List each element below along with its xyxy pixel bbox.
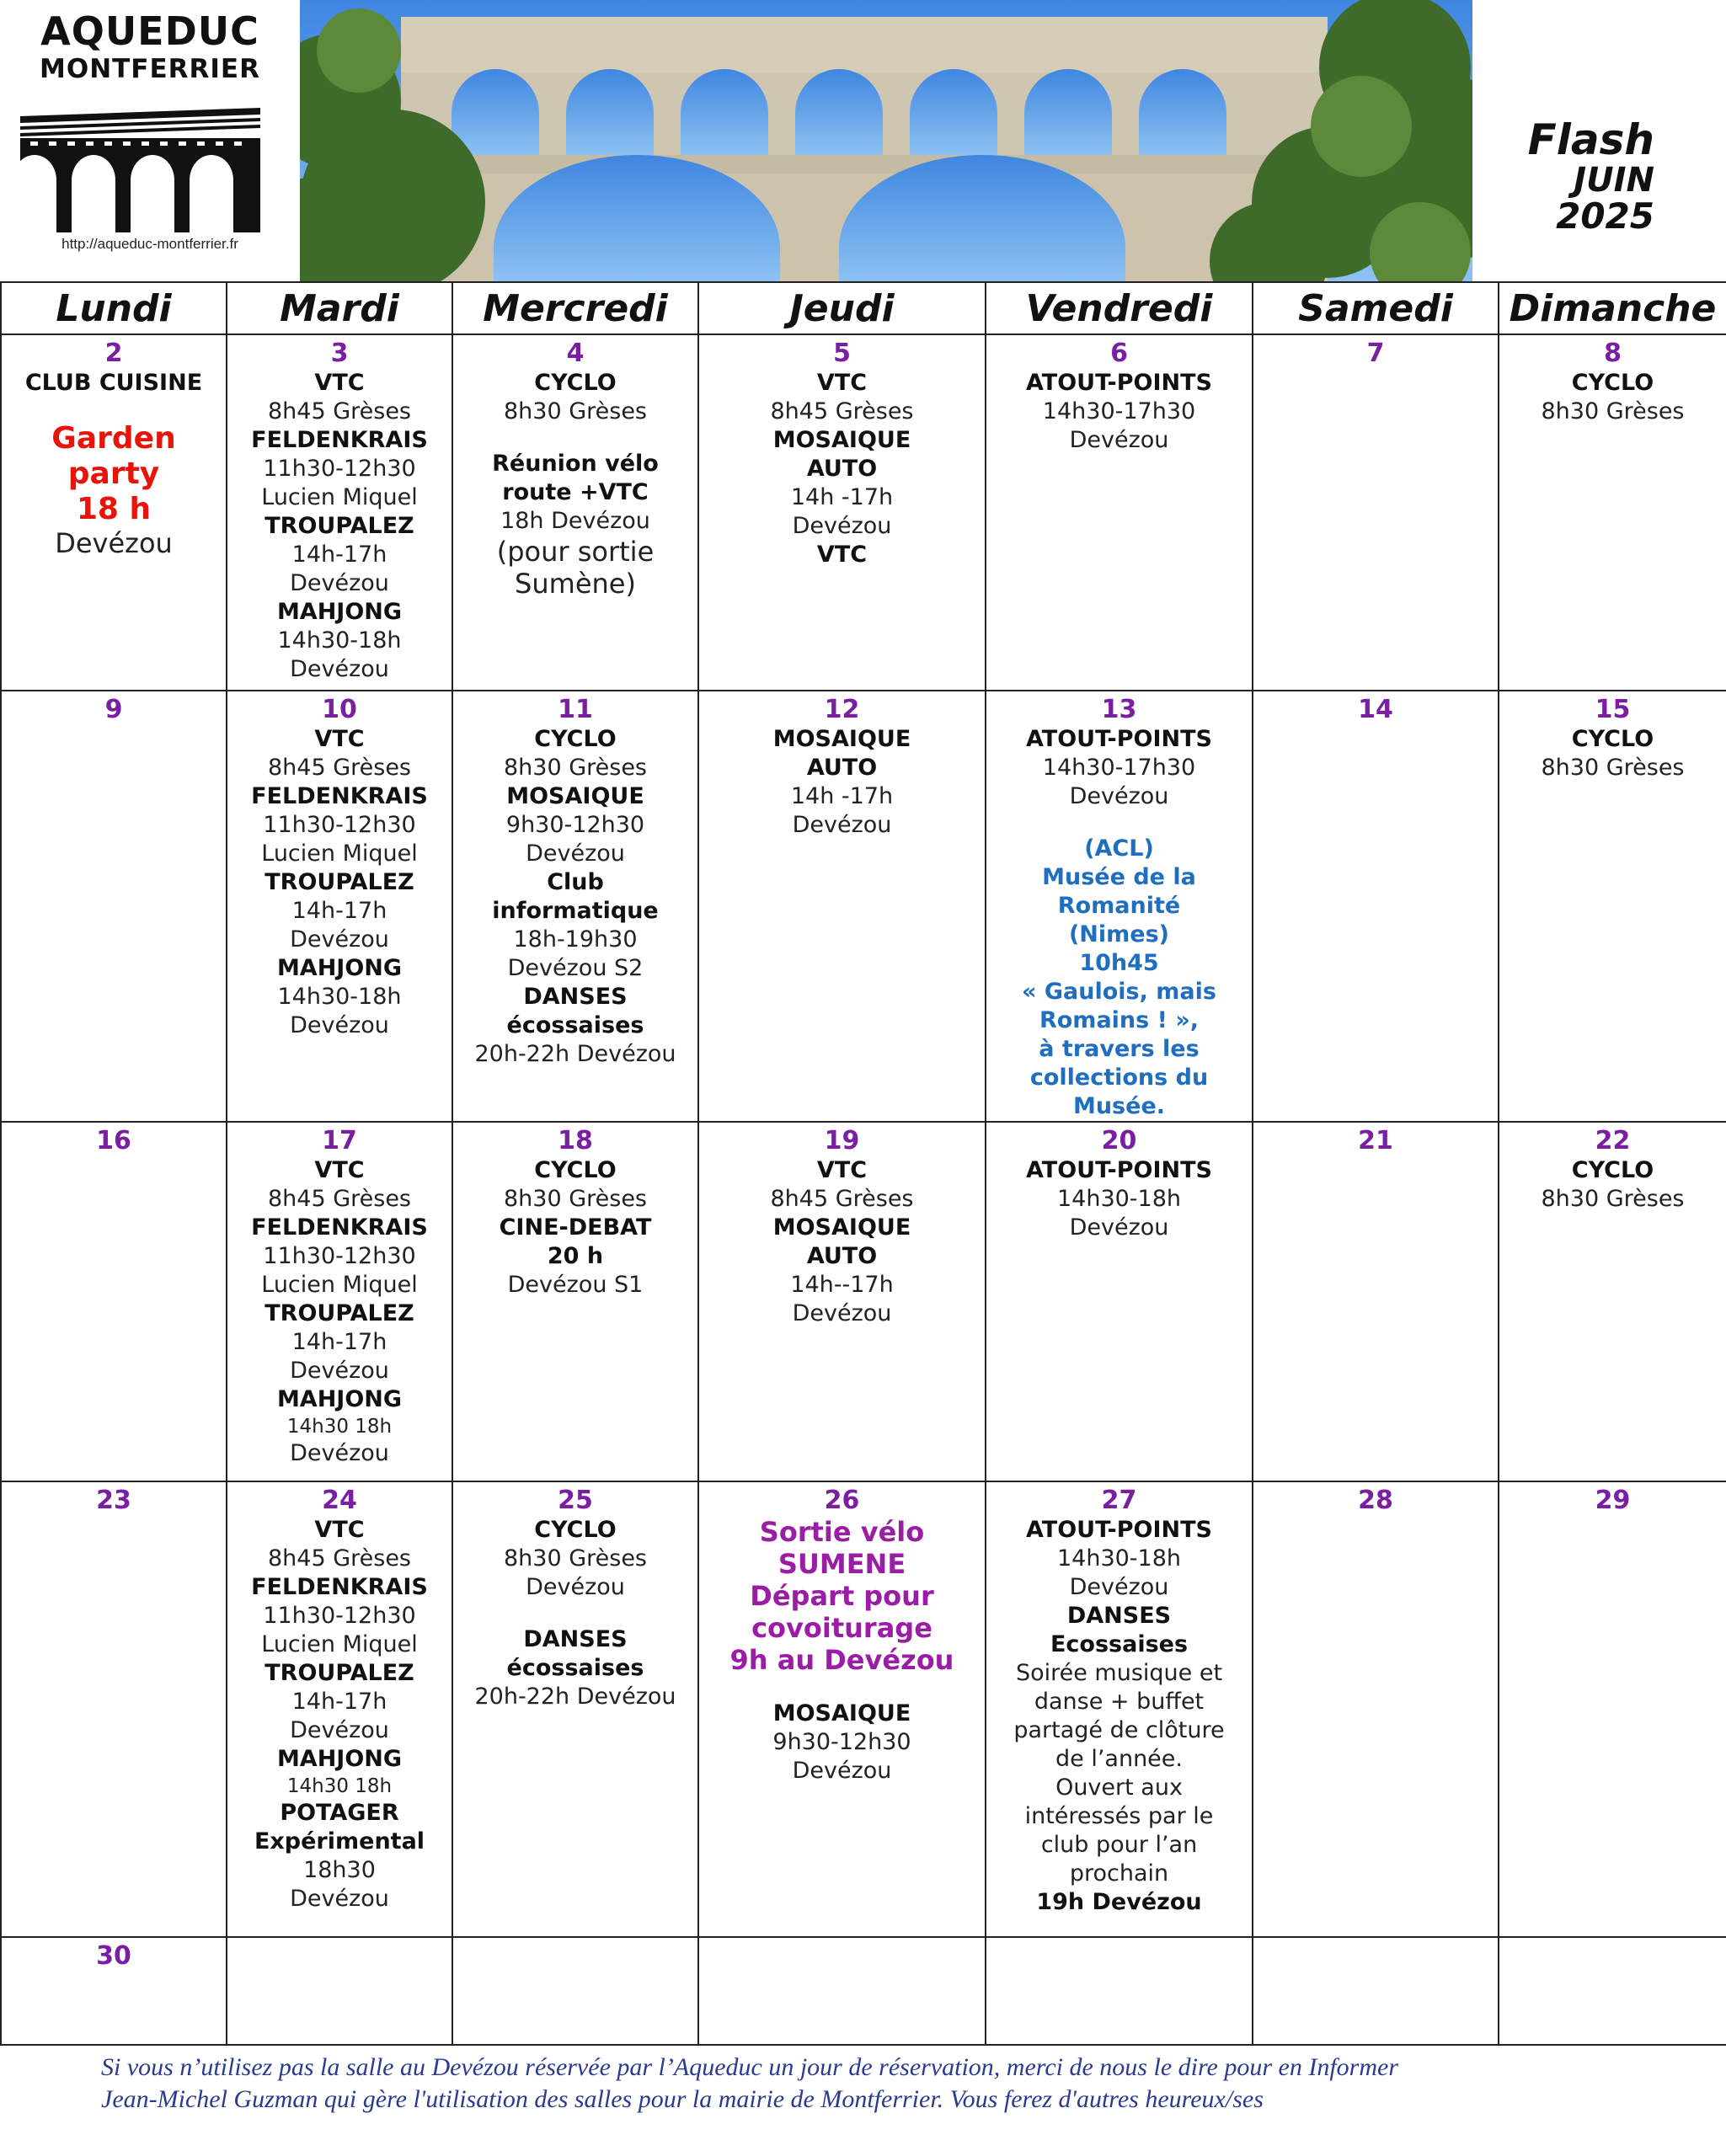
day-number: 11 (558, 695, 593, 724)
event-outing: 10h45 (1079, 950, 1159, 976)
day-number: 3 (330, 339, 349, 368)
logo-url: http://aqueduc-montferrier.fr (61, 236, 238, 252)
event-title: FELDENKRAIS (251, 783, 428, 809)
day-number: 8 (1604, 339, 1622, 368)
event-detail: Devézou (792, 812, 892, 838)
day-number: 18 (558, 1126, 593, 1155)
week-row (1, 691, 1726, 1122)
aqueduct-photo (300, 0, 1472, 281)
event-title: AUTO (806, 1243, 878, 1269)
day-cell (986, 1481, 1253, 1937)
event-title: TROUPALEZ (265, 1660, 414, 1686)
event-detail: Devézou (1069, 783, 1169, 809)
event-title: VTC (314, 370, 365, 396)
day-number: 20 (1101, 1126, 1137, 1155)
event-detail: 14h30-18h (1056, 1186, 1182, 1212)
week-row (1, 334, 1726, 691)
event-detail: partagé de clôture (1013, 1717, 1225, 1743)
day-cell (698, 1481, 986, 1937)
event-highlight: SUMENE (778, 1548, 906, 1580)
day-cell (227, 1937, 452, 2045)
event-outing: Musée. (1072, 1093, 1166, 1119)
day-cell (1499, 691, 1726, 1122)
event-detail: Devézou S1 (507, 1272, 644, 1298)
logo-title: AQUEDUC (40, 8, 259, 54)
event-title: Réunion vélo (492, 451, 659, 477)
event-detail: Devézou (290, 1012, 389, 1038)
event-title: informatique (492, 898, 659, 924)
day-number: 12 (824, 695, 860, 724)
event-detail: Devézou (290, 1440, 389, 1466)
event-detail: 8h30 Grèses (1541, 755, 1685, 781)
day-number: 21 (1358, 1126, 1393, 1155)
event-title: DANSES (523, 984, 628, 1010)
weekday-header: Jeudi (698, 282, 986, 334)
event-title: MOSAIQUE (772, 1214, 911, 1241)
event-title: CYCLO (1571, 726, 1654, 752)
event-title: DANSES (523, 1626, 628, 1652)
event-title: CYCLO (534, 726, 617, 752)
footer-line: Jean-Michel Guzman qui gère l'utilisation des salles pour la mairie de Montferrier. Vous ferez d'autres heureux/ses (101, 2085, 1264, 2113)
event-title: MOSAIQUE (772, 427, 911, 453)
event-detail: Lucien Miquel (261, 1631, 418, 1657)
event-outing: (ACL) (1084, 835, 1154, 862)
event-detail: Lucien Miquel (261, 1272, 418, 1298)
event-detail: 14h-17h (291, 542, 387, 568)
event-detail: 8h45 Grèses (770, 1186, 914, 1212)
event-detail: 8h30 Grèses (1541, 1186, 1685, 1212)
event-title: ATOUT-POINTS (1026, 1157, 1212, 1183)
day-number: 17 (322, 1126, 357, 1155)
day-cell (1499, 1122, 1726, 1481)
day-cell (1499, 1481, 1726, 1937)
event-detail: 11h30-12h30 (263, 812, 416, 838)
event-detail: 8h45 Grèses (267, 1545, 411, 1572)
event-detail: 14h30 18h (286, 1775, 393, 1797)
event-title: TROUPALEZ (265, 869, 414, 895)
event-detail: Devézou (290, 1886, 389, 1912)
day-number: 30 (96, 1941, 131, 1971)
event-detail: 8h45 Grèses (267, 398, 411, 424)
day-cell (986, 1122, 1253, 1481)
event-outing: collections du (1029, 1065, 1209, 1091)
logo (0, 0, 300, 281)
day-number: 5 (833, 339, 851, 368)
event-title: FELDENKRAIS (251, 427, 428, 453)
week-row (1, 1937, 1726, 2045)
event-detail: 18h-19h30 (513, 926, 638, 953)
flash-year: 2025 (1556, 195, 1654, 237)
event-detail: 18h30 (303, 1857, 376, 1883)
week-row (1, 1122, 1726, 1481)
day-number: 26 (824, 1486, 860, 1515)
day-cell (698, 1937, 986, 2045)
event-title: MOSAIQUE (772, 1700, 911, 1726)
event-outing: Romanité (1057, 893, 1181, 919)
day-number: 9 (104, 695, 123, 724)
event-detail: Devézou (290, 926, 389, 953)
event-detail: 20h-22h Devézou (474, 1041, 676, 1067)
event-title: AUTO (806, 755, 878, 781)
event-title: POTAGER (280, 1800, 399, 1826)
event-detail: Devézou (1069, 1214, 1169, 1241)
event-detail: Sumène) (515, 568, 636, 600)
event-title: TROUPALEZ (265, 1300, 414, 1326)
event-title: VTC (314, 726, 365, 752)
day-number: 19 (824, 1126, 860, 1155)
event-detail: 11h30-12h30 (263, 1603, 416, 1629)
event-detail: de l’année. (1055, 1746, 1183, 1772)
event-detail: Devézou (290, 1717, 389, 1743)
day-number: 28 (1358, 1486, 1393, 1515)
event-detail: Devézou (792, 1300, 892, 1326)
weekday-header: Samedi (1253, 282, 1499, 334)
event-highlight: party (67, 456, 160, 491)
event-title: VTC (314, 1157, 365, 1183)
day-number: 25 (558, 1486, 593, 1515)
event-detail: Lucien Miquel (261, 484, 418, 510)
event-outing: Romains ! », (1039, 1007, 1200, 1033)
event-title: Ecossaises (1050, 1631, 1189, 1657)
event-detail: 14h-17h (291, 1689, 387, 1715)
event-title: MOSAIQUE (772, 726, 911, 752)
day-number: 2 (104, 339, 123, 368)
event-outing: (Nimes) (1068, 921, 1170, 947)
event-detail: Devézou (290, 1358, 389, 1384)
event-detail: 11h30-12h30 (263, 1243, 416, 1269)
event-detail: 8h30 Grèses (1541, 398, 1685, 424)
event-detail: 11h30-12h30 (263, 456, 416, 482)
day-number: 16 (96, 1126, 131, 1155)
day-number: 24 (322, 1486, 357, 1515)
event-title: CINE-DEBAT (499, 1214, 652, 1241)
event-title: 19h Devézou (1036, 1889, 1202, 1915)
event-detail: 14h30 18h (286, 1416, 393, 1438)
event-title: VTC (314, 1517, 365, 1543)
calendar-table (0, 281, 1726, 2046)
event-detail: Devézou (290, 656, 389, 682)
event-detail: 8h30 Grèses (503, 398, 647, 424)
day-cell (986, 1937, 1253, 2045)
event-highlight: Départ pour (750, 1580, 934, 1612)
day-cell (1, 334, 227, 691)
day-cell (1499, 1937, 1726, 2045)
event-detail: Ouvert aux (1055, 1774, 1183, 1801)
event-outing: « Gaulois, mais (1022, 979, 1216, 1005)
event-title: TROUPALEZ (265, 513, 414, 539)
event-title: écossaises (506, 1012, 644, 1038)
logo-subtitle: MONTFERRIER (40, 54, 260, 84)
event-detail: Lucien Miquel (261, 841, 418, 867)
event-title: ATOUT-POINTS (1026, 1517, 1212, 1543)
event-title: CYCLO (1571, 1157, 1654, 1183)
event-detail: 8h30 Grèses (503, 755, 647, 781)
day-number: 23 (96, 1486, 131, 1515)
event-detail: 14h -17h (790, 484, 894, 510)
event-title: Club (547, 869, 604, 895)
event-place: Devézou (55, 527, 173, 559)
event-detail: Devézou (526, 841, 625, 867)
event-detail: club pour l’an (1040, 1832, 1198, 1858)
event-title: CYCLO (1571, 370, 1654, 396)
event-title: CYCLO (534, 1157, 617, 1183)
event-title: VTC (816, 370, 868, 396)
day-number: 22 (1595, 1126, 1631, 1155)
day-number: 29 (1595, 1486, 1631, 1515)
footer-line: Si vous n’utilisez pas la salle au Devézou réservée par l’Aqueduc un jour de réservation, merci de nous le dire pour en Informer (101, 2053, 1398, 2081)
event-title: FELDENKRAIS (251, 1574, 428, 1600)
event-detail: 9h30-12h30 (505, 812, 645, 838)
event-detail: 8h30 Grèses (503, 1186, 647, 1212)
day-number: 13 (1101, 695, 1137, 724)
day-cell (1253, 1481, 1499, 1937)
day-cell (227, 1122, 452, 1481)
event-title: MAHJONG (276, 1386, 403, 1412)
event-detail: 14h30-17h30 (1042, 398, 1196, 424)
day-cell (698, 1122, 986, 1481)
event-highlight: Sortie vélo (759, 1516, 925, 1548)
event-title: AUTO (806, 456, 878, 482)
event-title: ATOUT-POINTS (1026, 726, 1212, 752)
event-title: écossaises (506, 1655, 644, 1681)
event-detail: (pour sortie (496, 536, 655, 568)
day-cell (452, 691, 698, 1122)
aqueduct-logo-icon (20, 93, 260, 232)
day-cell (986, 334, 1253, 691)
day-cell (227, 334, 452, 691)
event-outing: Musée de la (1042, 864, 1196, 890)
day-cell (227, 691, 452, 1122)
event-detail: intéressés par le (1024, 1803, 1214, 1829)
event-highlight: covoiturage (751, 1612, 932, 1644)
day-number: 27 (1101, 1486, 1137, 1515)
event-title: ATOUT-POINTS (1026, 370, 1212, 396)
day-number: 7 (1366, 339, 1385, 368)
event-title: VTC (816, 1157, 868, 1183)
event-title: MAHJONG (276, 1746, 403, 1772)
event-title: 20 h (547, 1243, 604, 1269)
event-title: CYCLO (534, 1517, 617, 1543)
event-detail: Devézou (792, 1758, 892, 1784)
event-detail: Devézou (1069, 427, 1169, 453)
event-detail: 20h-22h Devézou (474, 1684, 676, 1710)
day-cell (452, 1481, 698, 1937)
day-cell (1253, 1937, 1499, 2045)
event-detail: danse + buffet (1034, 1689, 1205, 1715)
event-detail: Devézou S2 (507, 955, 644, 981)
event-detail: Soirée musique et (1015, 1660, 1223, 1686)
weekday-header: Mardi (227, 282, 452, 334)
header (0, 0, 1726, 281)
day-number: 15 (1595, 695, 1631, 724)
day-cell (698, 334, 986, 691)
event-title: MAHJONG (276, 955, 403, 981)
day-cell (227, 1481, 452, 1937)
footer-note (101, 2052, 1702, 2116)
event-detail: 14h-17h (291, 1329, 387, 1355)
day-cell (1253, 691, 1499, 1122)
event-detail: 14h30-17h30 (1042, 755, 1196, 781)
day-cell (986, 691, 1253, 1122)
event-detail: 8h45 Grèses (267, 755, 411, 781)
day-number: 10 (322, 695, 357, 724)
flash-month: JUIN (1574, 160, 1654, 200)
day-cell (1, 691, 227, 1122)
event-title: route +VTC (502, 479, 649, 505)
week-row (1, 1481, 1726, 1937)
weekday-header: Lundi (1, 282, 227, 334)
weekday-header: Dimanche (1499, 282, 1726, 334)
event-title: Expérimental (254, 1828, 425, 1854)
day-cell (452, 334, 698, 691)
day-cell (452, 1122, 698, 1481)
event-title: CLUB CUISINE (24, 370, 203, 396)
event-title: VTC (816, 542, 868, 568)
event-title: DANSES (1066, 1603, 1172, 1629)
weekday-header: Mercredi (452, 282, 698, 334)
event-title: CYCLO (534, 370, 617, 396)
event-detail: 14h30-18h (277, 627, 402, 654)
day-cell (452, 1937, 698, 2045)
event-detail: 14h30-18h (277, 984, 402, 1010)
event-detail: Devézou (1069, 1574, 1169, 1600)
day-number: 14 (1358, 695, 1393, 724)
event-detail: Devézou (526, 1574, 625, 1600)
event-detail: Devézou (290, 570, 389, 596)
event-detail: Devézou (792, 513, 892, 539)
day-cell (1, 1937, 227, 2045)
flash-title (1527, 115, 1654, 237)
weekday-header: Vendredi (986, 282, 1253, 334)
event-detail: prochain (1069, 1860, 1169, 1886)
event-detail: 18h Devézou (500, 508, 650, 534)
day-cell (1253, 1122, 1499, 1481)
event-detail: 8h30 Grèses (503, 1545, 647, 1572)
day-cell (698, 691, 986, 1122)
flash-word: Flash (1527, 115, 1654, 164)
event-title: MAHJONG (276, 599, 403, 625)
event-outing: à travers les (1039, 1036, 1200, 1062)
event-title: FELDENKRAIS (251, 1214, 428, 1241)
day-cell (1, 1481, 227, 1937)
event-detail: 9h30-12h30 (772, 1729, 911, 1755)
event-highlight: 9h au Devézou (729, 1644, 954, 1676)
event-detail: 14h--17h (790, 1272, 894, 1298)
event-detail: 14h -17h (790, 783, 894, 809)
event-detail: 14h30-18h (1056, 1545, 1182, 1572)
weekday-header-row (1, 282, 1726, 334)
event-title: MOSAIQUE (506, 783, 644, 809)
day-number: 4 (566, 339, 585, 368)
day-cell (1499, 334, 1726, 691)
event-detail: 8h45 Grèses (267, 1186, 411, 1212)
event-highlight: Garden (51, 421, 176, 456)
event-detail: 8h45 Grèses (770, 398, 914, 424)
event-highlight: 18 h (76, 492, 152, 526)
day-cell (1253, 334, 1499, 691)
event-detail: 14h-17h (291, 898, 387, 924)
day-cell (1, 1122, 227, 1481)
day-number: 6 (1110, 339, 1128, 368)
